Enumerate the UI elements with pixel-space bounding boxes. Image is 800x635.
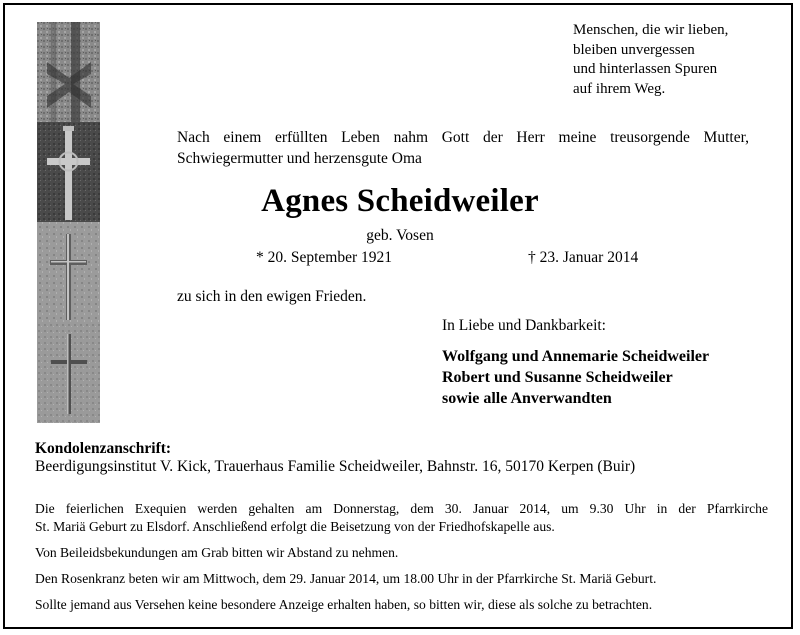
cross-photo-1 <box>37 22 100 122</box>
birth-name: geb. Vosen <box>366 227 434 244</box>
exequies-line-2: St. Mariä Geburt zu Elsdorf. Anschließend erfolgt die Beisetzung von der Friedhofskapelle aus. <box>35 519 555 534</box>
exequies-line-1: Die feierlichen Exequien werden gehalten am Donnerstag, dem 30. Januar 2014, um 9.30 Uhr in der Pfarrkirche <box>35 501 768 516</box>
rosary-note: Den Rosenkranz beten wir am Mittwoch, dem 29. Januar 2014, um 18.00 Uhr in der Pfarrkirche St. Mariä Geburt. <box>35 571 657 586</box>
mourner: sowie alle Anverwandten <box>442 390 612 407</box>
condolences-request: Von Beileidsbekundungen am Grab bitten wir Abstand zu nehmen. <box>35 545 399 560</box>
mourners-list <box>442 346 709 409</box>
poem-line: und hinterlassen Spuren <box>573 61 718 77</box>
cross-photo-4 <box>37 322 100 423</box>
service-notes <box>35 500 768 622</box>
poem-line: Menschen, die wir lieben, <box>573 22 729 38</box>
deceased-name: Agnes Scheidweiler <box>261 183 539 219</box>
poem-line: bleiben unvergessen <box>573 41 695 58</box>
birth-date: * 20. September 1921 <box>256 249 393 266</box>
no-notice-note: Sollte jemand aus Versehen keine besondere Anzeige erhalten haben, so bitten wir, diese als solche zu betrachten. <box>35 597 653 612</box>
condolence-title: Kondolenzanschrift: <box>35 440 172 457</box>
mourner: Robert und Susanne Scheidweiler <box>442 369 673 386</box>
closing-line: zu sich in den ewigen Frieden. <box>177 288 367 305</box>
intro-line-2: Schwiegermutter und herzensgute Oma <box>177 150 422 167</box>
mourner: Wolfgang und Annemarie Scheidweiler <box>442 348 710 365</box>
poem <box>573 21 728 99</box>
intro-text <box>177 127 749 169</box>
cross-photo-strip <box>37 22 100 423</box>
condolence-address: Beerdigungsinstitut V. Kick, Trauerhaus Familie Scheidweiler, Bahnstr. 16, 50170 Kerpen (Buir) <box>35 458 636 475</box>
gratitude-line: In Liebe und Dankbarkeit: <box>442 317 606 334</box>
death-date: † 23. Januar 2014 <box>528 249 639 266</box>
poem-line: auf ihrem Weg. <box>573 80 666 97</box>
intro-line-1: Nach einem erfüllten Leben nahm Gott der Herr meine treusorgende Mutter, <box>177 129 749 146</box>
